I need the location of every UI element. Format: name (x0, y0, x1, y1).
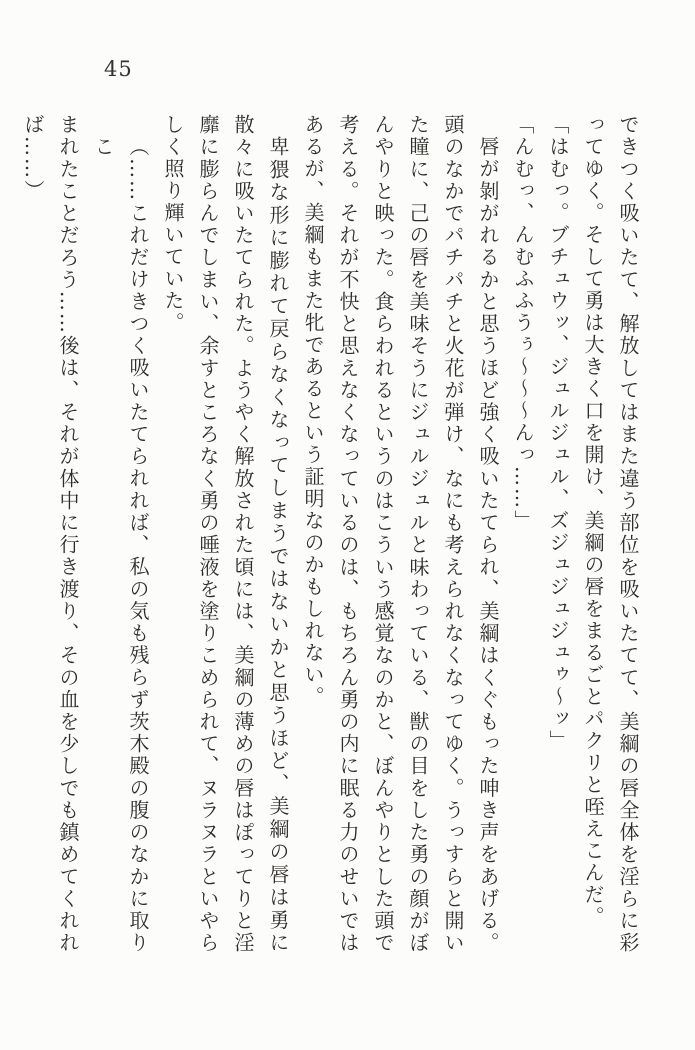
text-line: まれたことだろう……後は、それが体中に行き渡り、その血を少しでも鎮めてくれれ (56, 114, 80, 954)
page-number: 45 (104, 57, 133, 81)
text-line: あるが、美綱もまた牝であるという証明なのかもしれない。 (301, 114, 325, 708)
text-line: 靡に膨らんでしまい、余すところなく勇の唾液を塗りこめられて、ヌラヌラといやら (196, 114, 220, 954)
text-line: 考える。それが不快と思えなくなっているのは、もちろん勇の内に眠る力のせいでは (336, 114, 360, 954)
body-text (15, 114, 645, 954)
text-line: 「んむっ、んむふふうぅ〜〜〜んっ……」 (511, 114, 535, 532)
text-line: た瞳に、己の唇を美味そうにジュルジュルと味わっている、獣の目をした勇の顔がぼ (406, 114, 430, 954)
text-line: んやりと映った。食らわれるというのはこういう感覚なのかと、ぼんやりとした頭で (371, 114, 395, 954)
text-line: 頭のなかでパチパチと火花が弾け、なにも考えられなくなってゆく。うっすらと開い (441, 114, 465, 954)
text-line: 散々に吸いたてられた。ようやく解放された頃には、美綱の薄めの唇はぽってりと淫 (231, 114, 255, 954)
text-line: ってゆく。そして勇は大きく口を開け、美綱の唇をまるごとパクリと咥えこんだ。 (581, 114, 605, 928)
text-line: ば……） (21, 114, 45, 202)
text-line: できつく吸いたて、解放してはまた違う部位を吸いたてて、美綱の唇全体を淫らに彩 (616, 114, 640, 954)
text-line: 唇が剝がれるかと思うほど強く吸いたてられ、美綱はくぐもった呻き声をあげる。 (476, 136, 500, 954)
text-line: 卑猥な形に膨れて戻らなくなってしまうではないかと思うほど、美綱の唇は勇に (266, 136, 290, 955)
text-line: 「はむっ。ブチュウッ、ジュルジュル、ズジュジュジュゥ〜ッ」 (546, 114, 570, 752)
text-line: （……これだけきつく吸いたてられれば、私の気も残らず茨木殿の腹のなかに取りこ (91, 136, 150, 954)
text-line: しく照り輝いていた。 (161, 114, 185, 334)
